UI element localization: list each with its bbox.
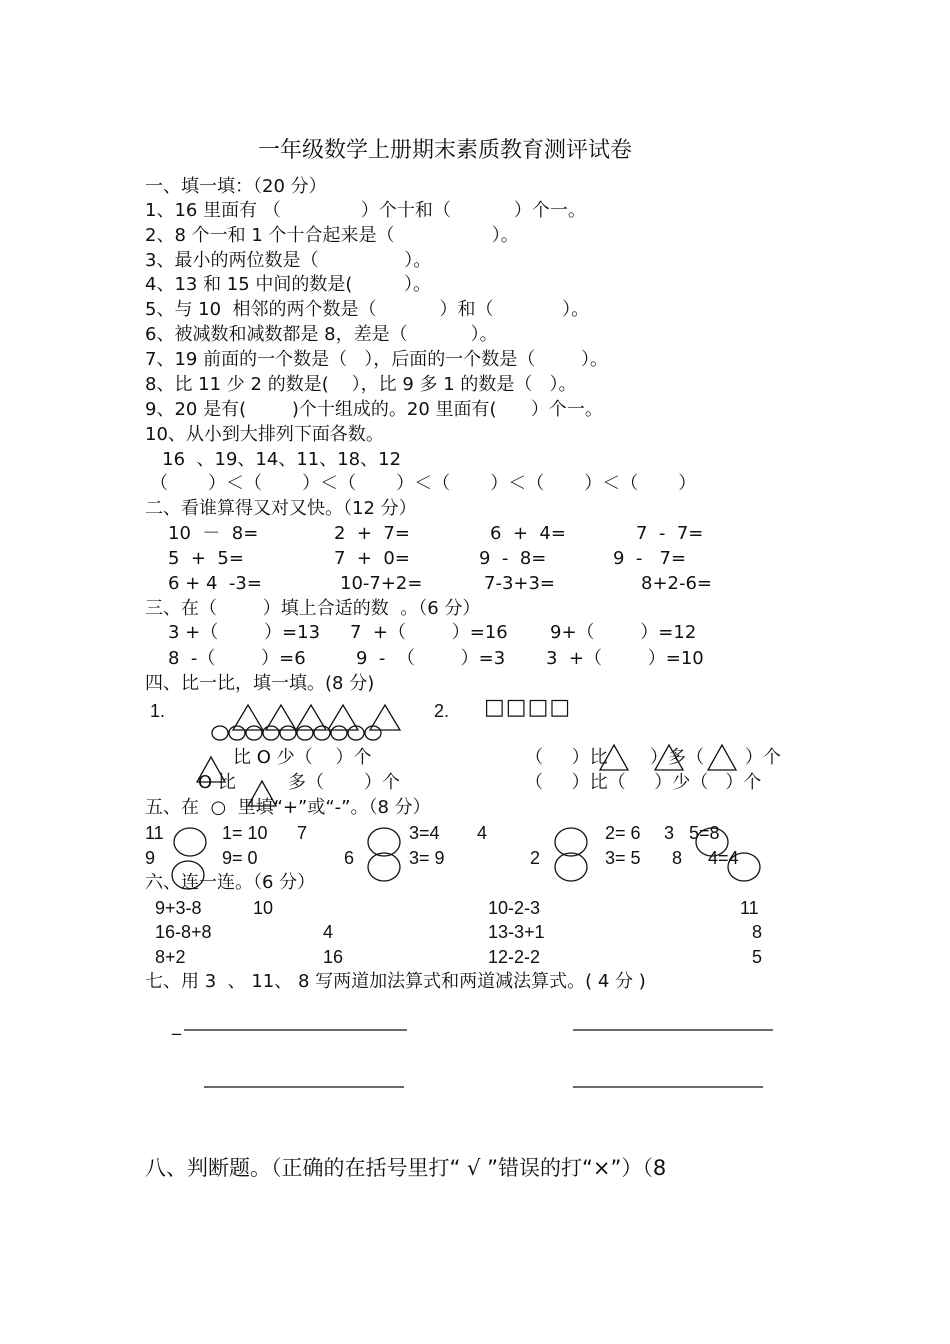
question-1-2: 2、8 个一和 1 个十合起来是（ ）。 (145, 225, 519, 246)
circle-shape (297, 726, 313, 740)
match-item: 4 (323, 922, 334, 942)
question-1-7: 7、19 前面的一个数是（ ），后面的一个数是（ ）。 (145, 349, 609, 370)
op-item: 8 (672, 848, 683, 868)
operator-circle (555, 828, 587, 856)
ordering-blanks: （ ）＜（ ）＜（ ）＜（ ）＜（ ）＜（ ） (150, 473, 697, 494)
compare-left-2b: 多（ ）个 (288, 772, 401, 793)
calc-item: 10-7+2= (340, 573, 423, 594)
op-item: 11 (145, 823, 164, 843)
triangle-shape (248, 781, 276, 806)
section4-heading: 四、比一比，填一填。(8 分) (145, 673, 375, 694)
section8-heading: 八、判断题。（正确的在括号里打“ √ ”错误的打“×”）（8 (145, 1156, 667, 1180)
op-item: 2 (530, 848, 541, 868)
number-list: 16 、19、14、11、18、12 (145, 449, 402, 470)
fill-item: 3 +（ ）=10 (546, 648, 704, 669)
calc-item: 9 - 8= (479, 548, 547, 569)
compare-right-1a: （ ）比 (525, 747, 608, 768)
op-item: 3=4 (409, 823, 440, 843)
op-item: 1= 10 (222, 823, 268, 843)
operator-circle (696, 828, 728, 856)
question-1-6: 6、被减数和减数都是 8，差是（ ）。 (145, 324, 498, 345)
op-item: 4=4 (708, 848, 739, 868)
calc-item: 8+2-6= (641, 573, 713, 594)
match-item: 11 (740, 898, 759, 918)
op-item: 7 (297, 823, 308, 843)
squares-row: □□□□ (484, 695, 572, 720)
q1-label: 1. (150, 701, 166, 721)
operator-circle (174, 828, 206, 856)
match-item: 12-2-2 (488, 947, 541, 967)
calc-item: 9 - 7= (613, 548, 687, 569)
section1-heading: 一、填一填：（20 分） (145, 176, 327, 197)
op-item: 3 5=8 (664, 823, 720, 843)
triangle-shape (197, 757, 225, 782)
question-1-10: 10、从小到大排列下面各数。 (145, 424, 384, 445)
fill-item: 9 - （ ）=3 (356, 648, 506, 669)
operator-circle (555, 853, 587, 881)
calc-item: 10 － 8= (168, 523, 259, 544)
operator-circle (368, 853, 400, 881)
fill-item: 9+（ ）=12 (550, 622, 697, 643)
calc-item: 7 + 0= (334, 548, 410, 569)
question-1-4: 4、13 和 15 中间的数是( ）。 (145, 274, 431, 295)
circle-shape (331, 726, 347, 740)
operator-circle (368, 828, 400, 856)
question-1-8: 8、比 11 少 2 的数是( ），比 9 多 1 的数是（ ）。 (145, 374, 577, 395)
section3-heading: 三、在（ ）填上合适的数 。（6 分） (145, 598, 481, 619)
triangle-shape (655, 745, 683, 770)
op-item: 3= 5 (605, 848, 641, 868)
compare-right-1b: ）多（ (650, 747, 704, 768)
compare-left-2a: O 比 (198, 772, 236, 793)
section2-heading: 二、看谁算得又对又快。（12 分） (145, 498, 417, 519)
fill-item: 7 +（ ）=16 (350, 622, 508, 643)
circle-shape (246, 726, 262, 740)
op-item: 9 (145, 848, 156, 868)
section5-heading: 五、在 ○ 里填“+”或“-”。（8 分） (145, 797, 431, 818)
match-item: 8 (752, 922, 763, 942)
match-item: 10-2-3 (488, 898, 541, 918)
answer-dash: _ (172, 1015, 181, 1036)
triangle-shape (708, 745, 736, 770)
op-item: 9= 0 (222, 848, 258, 868)
match-item: 9+3-8 (155, 898, 202, 918)
circle-shape (229, 726, 245, 740)
q2-label: 2. (434, 701, 450, 721)
question-1-9: 9、20 是有( )个十组成的。20 里面有( ）个一。 (145, 399, 603, 420)
match-item: 16 (323, 947, 344, 967)
operator-circle (728, 853, 760, 881)
op-item: 2= 6 (605, 823, 641, 843)
match-item: 13-3+1 (488, 922, 545, 942)
page-title: 一年级数学上册期末素质教育测评试卷 (258, 138, 633, 163)
circle-shape (212, 726, 228, 740)
triangle-shape (600, 745, 628, 770)
compare-left-1: 比 O 少（ ）个 (233, 747, 372, 768)
circle-shape (280, 726, 296, 740)
op-item: 6 (344, 848, 355, 868)
question-1-5: 5、与 10 相邻的两个数是（ ）和（ ）。 (145, 299, 590, 320)
op-item: 3= 9 (409, 848, 445, 868)
circle-shape (263, 726, 279, 740)
section7-heading: 七、用 3 、 11、 8 写两道加法算式和两道减法算式。( 4 分 ) (145, 971, 646, 992)
question-1-3: 3、最小的两位数是（ ）。 (145, 250, 432, 271)
fill-item: 3 +（ ）=13 (168, 622, 321, 643)
match-item: 16-8+8 (155, 922, 212, 942)
circle-shape (348, 726, 364, 740)
match-item: 10 (253, 898, 274, 918)
calc-item: 5 + 5= (168, 548, 244, 569)
circle-shape (314, 726, 330, 740)
calc-item: 2 + 7= (334, 523, 410, 544)
calc-item: 7 - 7= (636, 523, 704, 544)
section6-heading: 六、连一连。（6 分） (145, 872, 316, 893)
calc-item: 6 + 4= (490, 523, 566, 544)
question-1-1: 1、16 里面有 （ ）个十和（ ）个一。 (145, 200, 586, 221)
match-item: 5 (752, 947, 763, 967)
circle-shape (365, 726, 381, 740)
operator-circle (172, 861, 204, 889)
compare-right-2: （ ）比（ ）少（ ）个 (525, 772, 762, 793)
calc-item: 6 + 4 -3= (168, 573, 262, 594)
fill-item: 8 -（ ）=6 (168, 648, 306, 669)
calc-item: 7-3+3= (484, 573, 556, 594)
match-item: 8+2 (155, 947, 186, 967)
compare-right-1c: ）个 (745, 747, 781, 768)
op-item: 4 (477, 823, 488, 843)
